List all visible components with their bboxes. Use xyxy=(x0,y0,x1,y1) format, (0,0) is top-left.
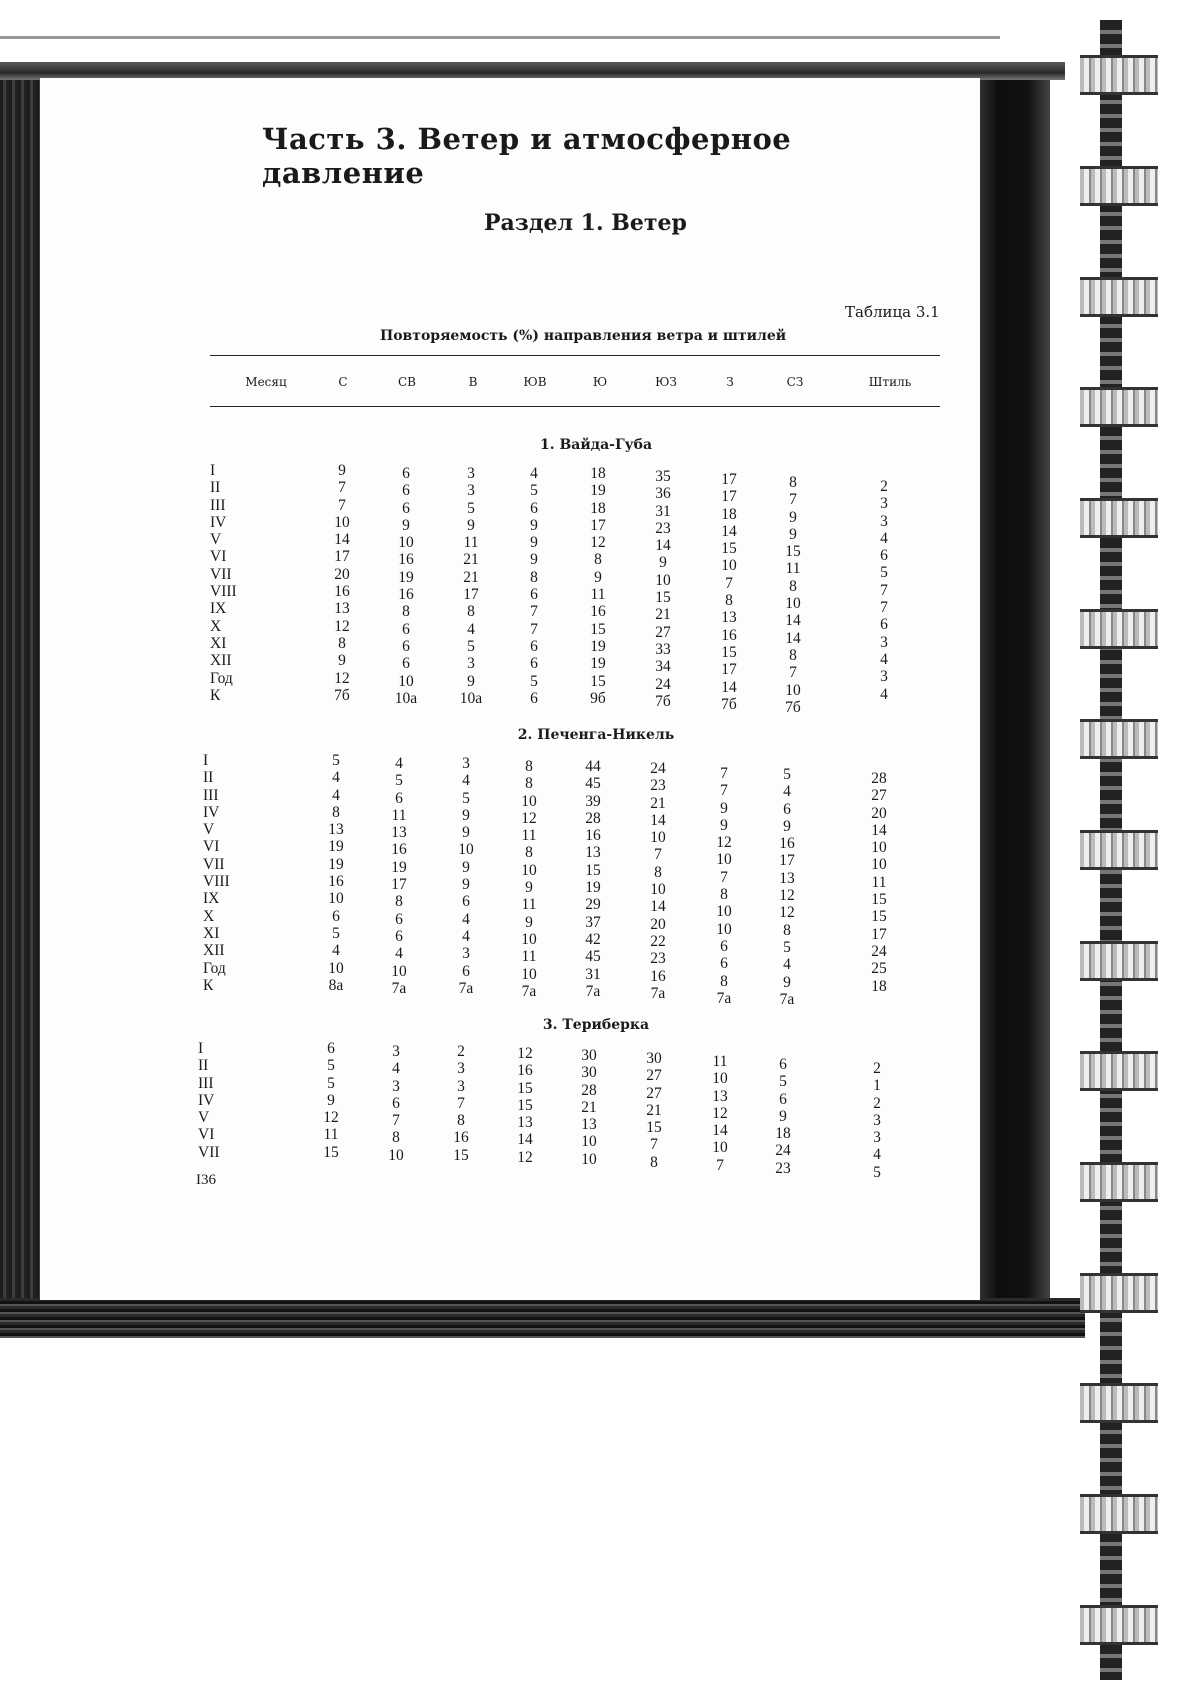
header-nw: СЗ xyxy=(786,375,804,389)
data-column-s: 18 19 18 17 12 8 9 11 16 15 19 19 15 9б xyxy=(590,465,606,707)
data-column-s: 44 45 39 28 16 13 15 19 29 37 42 45 31 7а xyxy=(585,758,601,1000)
station-title: 1. Вайда-Губа xyxy=(539,437,653,453)
month-column: I II III IV V VI VII VIII IX X XI XII Год К xyxy=(203,752,230,994)
binding-ring xyxy=(1080,1605,1158,1645)
data-column-w: 17 17 18 14 15 10 7 8 13 16 15 17 14 7б xyxy=(721,471,737,713)
binding-ring xyxy=(1080,1273,1158,1313)
header-e: В xyxy=(468,375,478,389)
data-column-e: 3 3 5 9 11 21 21 17 8 4 5 3 9 10а xyxy=(459,465,483,707)
data-column-ne: 3 4 3 6 7 8 10 xyxy=(388,1043,404,1164)
header-month: Месяц xyxy=(245,375,287,389)
data-column-n: 6 5 5 9 12 11 15 xyxy=(323,1040,339,1161)
binding-ring xyxy=(1080,166,1158,206)
binding-ring xyxy=(1080,387,1158,427)
data-column-n: 9 7 7 10 14 17 20 16 13 12 8 9 12 7б xyxy=(334,462,350,704)
binding-ring xyxy=(1080,830,1158,870)
month-column: I II III IV V VI VII xyxy=(198,1040,220,1161)
section-title: Раздел 1. Ветер xyxy=(484,210,687,236)
spiral-binding xyxy=(1070,20,1170,1680)
table-top-rule xyxy=(210,355,940,356)
data-column-calm: 28 27 20 14 10 10 11 15 15 17 24 25 18 xyxy=(871,770,887,995)
header-ne: СВ xyxy=(398,375,416,389)
scan-right-edge xyxy=(975,78,1050,1308)
data-column-sw: 24 23 21 14 10 7 8 10 14 20 22 23 16 7а xyxy=(650,760,666,1002)
binding-ring xyxy=(1080,1383,1158,1423)
scan-left-edge xyxy=(0,70,42,1330)
binding-ring xyxy=(1080,941,1158,981)
header-w: З xyxy=(726,375,734,389)
header-n: С xyxy=(338,375,348,389)
data-column-sw: 30 27 27 21 15 7 8 xyxy=(646,1050,662,1171)
header-s: Ю xyxy=(592,375,608,389)
data-column-e: 2 3 3 7 8 16 15 xyxy=(453,1043,469,1164)
binding-ring xyxy=(1080,1051,1158,1091)
data-column-calm: 2 3 3 4 6 5 7 7 6 3 4 3 4 xyxy=(880,478,888,703)
data-column-e: 3 4 5 9 9 10 9 9 6 4 4 3 6 7а xyxy=(458,755,474,997)
binding-ring xyxy=(1080,1162,1158,1202)
header-se: ЮВ xyxy=(523,375,547,389)
binding-ring xyxy=(1080,277,1158,317)
binding-ring xyxy=(1080,1494,1158,1534)
data-column-ne: 6 6 6 9 10 16 19 16 8 6 6 6 10 10а xyxy=(394,465,418,707)
page-number: I36 xyxy=(196,1172,216,1188)
binding-ring xyxy=(1080,498,1158,538)
data-column-nw: 5 4 6 9 16 17 13 12 12 8 5 4 9 7а xyxy=(779,766,795,1008)
data-column-w: 11 10 13 12 14 10 7 xyxy=(712,1053,728,1174)
station-title: 3. Териберка xyxy=(542,1017,650,1033)
data-column-s: 30 30 28 21 13 10 10 xyxy=(581,1047,597,1168)
month-column: I II III IV V VI VII VIII IX X XI XII Год К xyxy=(210,462,237,704)
data-column-sw: 35 36 31 23 14 9 10 15 21 27 33 34 24 7б xyxy=(655,468,671,710)
data-column-se: 4 5 6 9 9 9 8 6 7 7 6 6 5 6 xyxy=(530,465,538,707)
data-column-calm: 2 1 2 3 3 4 5 xyxy=(873,1060,881,1181)
data-column-se: 12 16 15 15 13 14 12 xyxy=(517,1045,533,1166)
table-header-rule xyxy=(210,406,940,407)
data-column-nw: 6 5 6 9 18 24 23 xyxy=(775,1056,791,1177)
chapter-title: Часть 3. Ветер и атмосферное давление xyxy=(262,122,792,190)
data-column-nw: 8 7 9 9 15 11 8 10 14 14 8 7 10 7б xyxy=(785,474,801,716)
header-sw: ЮЗ xyxy=(655,375,677,389)
data-column-w: 7 7 9 9 12 10 7 8 10 10 6 6 8 7а xyxy=(716,765,732,1007)
scan-bottom-edge xyxy=(0,1298,1085,1338)
data-column-se: 8 8 10 12 11 8 10 9 11 9 10 11 10 7а xyxy=(521,758,537,1000)
data-column-n: 5 4 4 8 13 19 19 16 10 6 5 4 10 8а xyxy=(328,752,344,994)
binding-ring xyxy=(1080,609,1158,649)
station-title: 2. Печенга-Никель xyxy=(517,727,675,743)
binding-ring xyxy=(1080,55,1158,95)
table-number: Таблица 3.1 xyxy=(845,303,940,321)
data-column-ne: 4 5 6 11 13 16 19 17 8 6 6 4 10 7а xyxy=(391,755,407,997)
scan-edge-line xyxy=(0,36,1000,39)
header-calm: Штиль xyxy=(868,375,912,389)
table-caption: Повторяемость (%) направления ветра и штилей xyxy=(380,328,787,344)
